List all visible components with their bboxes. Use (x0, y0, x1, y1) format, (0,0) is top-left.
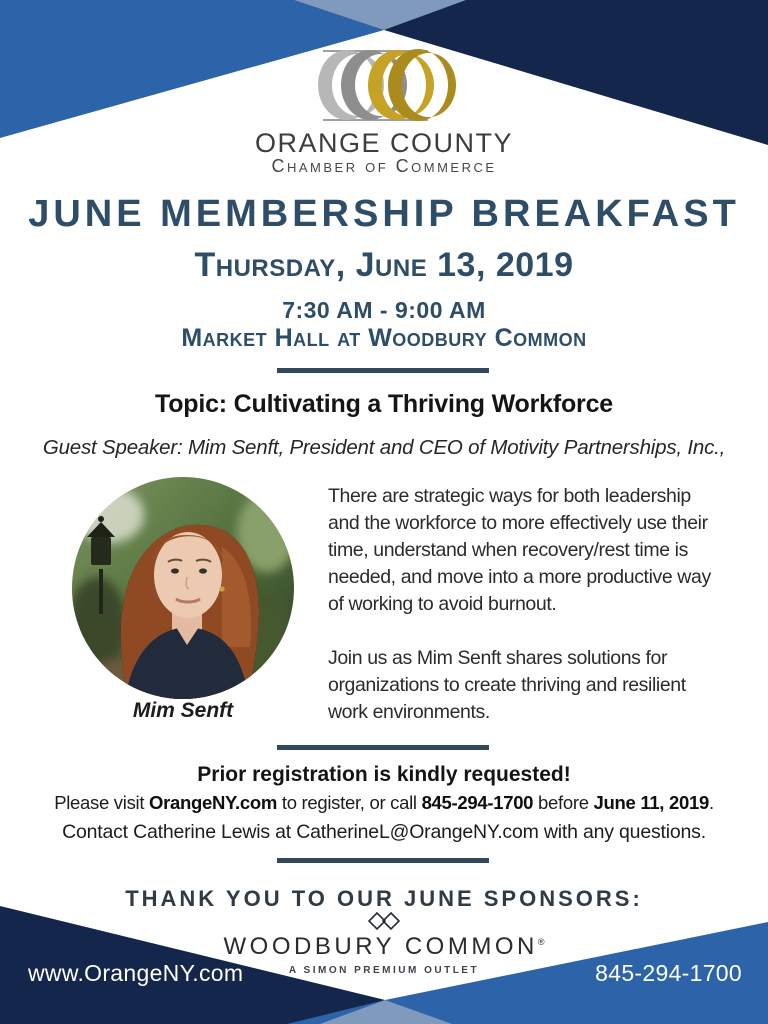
phone-text: 845-294-1700 (421, 792, 534, 813)
sponsor-tagline: A SIMON PREMIUM OUTLET (288, 965, 480, 976)
event-time: 7:30 AM - 9:00 AM (282, 297, 486, 323)
org-tagline: Chamber of Commerce (271, 156, 497, 176)
registration-contact-line: Contact Catherine Lewis at CatherineL@OrangeNY.com with any questions. (62, 821, 706, 843)
visit-text: . (708, 792, 714, 813)
sponsor-name-text: WOODBURY COMMON (223, 933, 538, 960)
org-name: ORANGE COUNTY (254, 128, 514, 158)
speaker-photo (72, 477, 294, 699)
sponsor-name (0, 933, 768, 961)
visit-text: Please visit (54, 792, 150, 813)
sponsors-heading: THANK YOU TO OUR JUNE SPONSORS: (125, 886, 643, 911)
body-paragraph-2 (328, 645, 748, 726)
registration-visit-line (0, 792, 768, 814)
event-venue: Market Hall at Woodbury Common (181, 324, 587, 352)
body-line: and the workforce to more effectively use their (328, 512, 708, 534)
body-copy (328, 483, 748, 726)
topic-heading: Topic: Cultivating a Thriving Workforce (155, 390, 613, 418)
body-line: Join us as Mim Senft shares solutions for (328, 647, 668, 669)
divider (277, 745, 489, 750)
website-text: OrangeNY.com (149, 792, 278, 813)
footer-phone: 845-294-1700 (595, 960, 742, 986)
deadline-text: June 11, 2019 (593, 792, 709, 813)
divider (277, 368, 489, 373)
chamber-logo-icon (303, 42, 467, 130)
body-line: organizations to create thriving and resilient (328, 674, 686, 696)
body-line: of working to avoid burnout. (328, 593, 557, 615)
registered-mark: ® (537, 937, 545, 947)
visit-text: to register, or call (277, 792, 422, 813)
divider (277, 858, 489, 863)
speaker-caption: Mim Senft (132, 699, 234, 722)
double-diamond-icon (362, 912, 406, 930)
body-paragraph-1 (328, 483, 748, 618)
footer-website: www.OrangeNY.com (28, 960, 244, 986)
visit-text: before (533, 792, 594, 813)
body-line: work environments. (328, 701, 490, 723)
registration-headline: Prior registration is kindly requested! (197, 763, 571, 786)
event-date: Thursday, June 13, 2019 (194, 246, 574, 284)
guest-speaker-line: Guest Speaker: Mim Senft, President and CEO of Motivity Partnerships, Inc., (42, 436, 726, 459)
body-line: needed, and move into a more productive way (328, 566, 711, 588)
event-title: JUNE MEMBERSHIP BREAKFAST (28, 193, 740, 235)
body-line: There are strategic ways for both leadership (328, 485, 691, 507)
body-line: time, understand when recovery/rest time is (328, 539, 688, 561)
